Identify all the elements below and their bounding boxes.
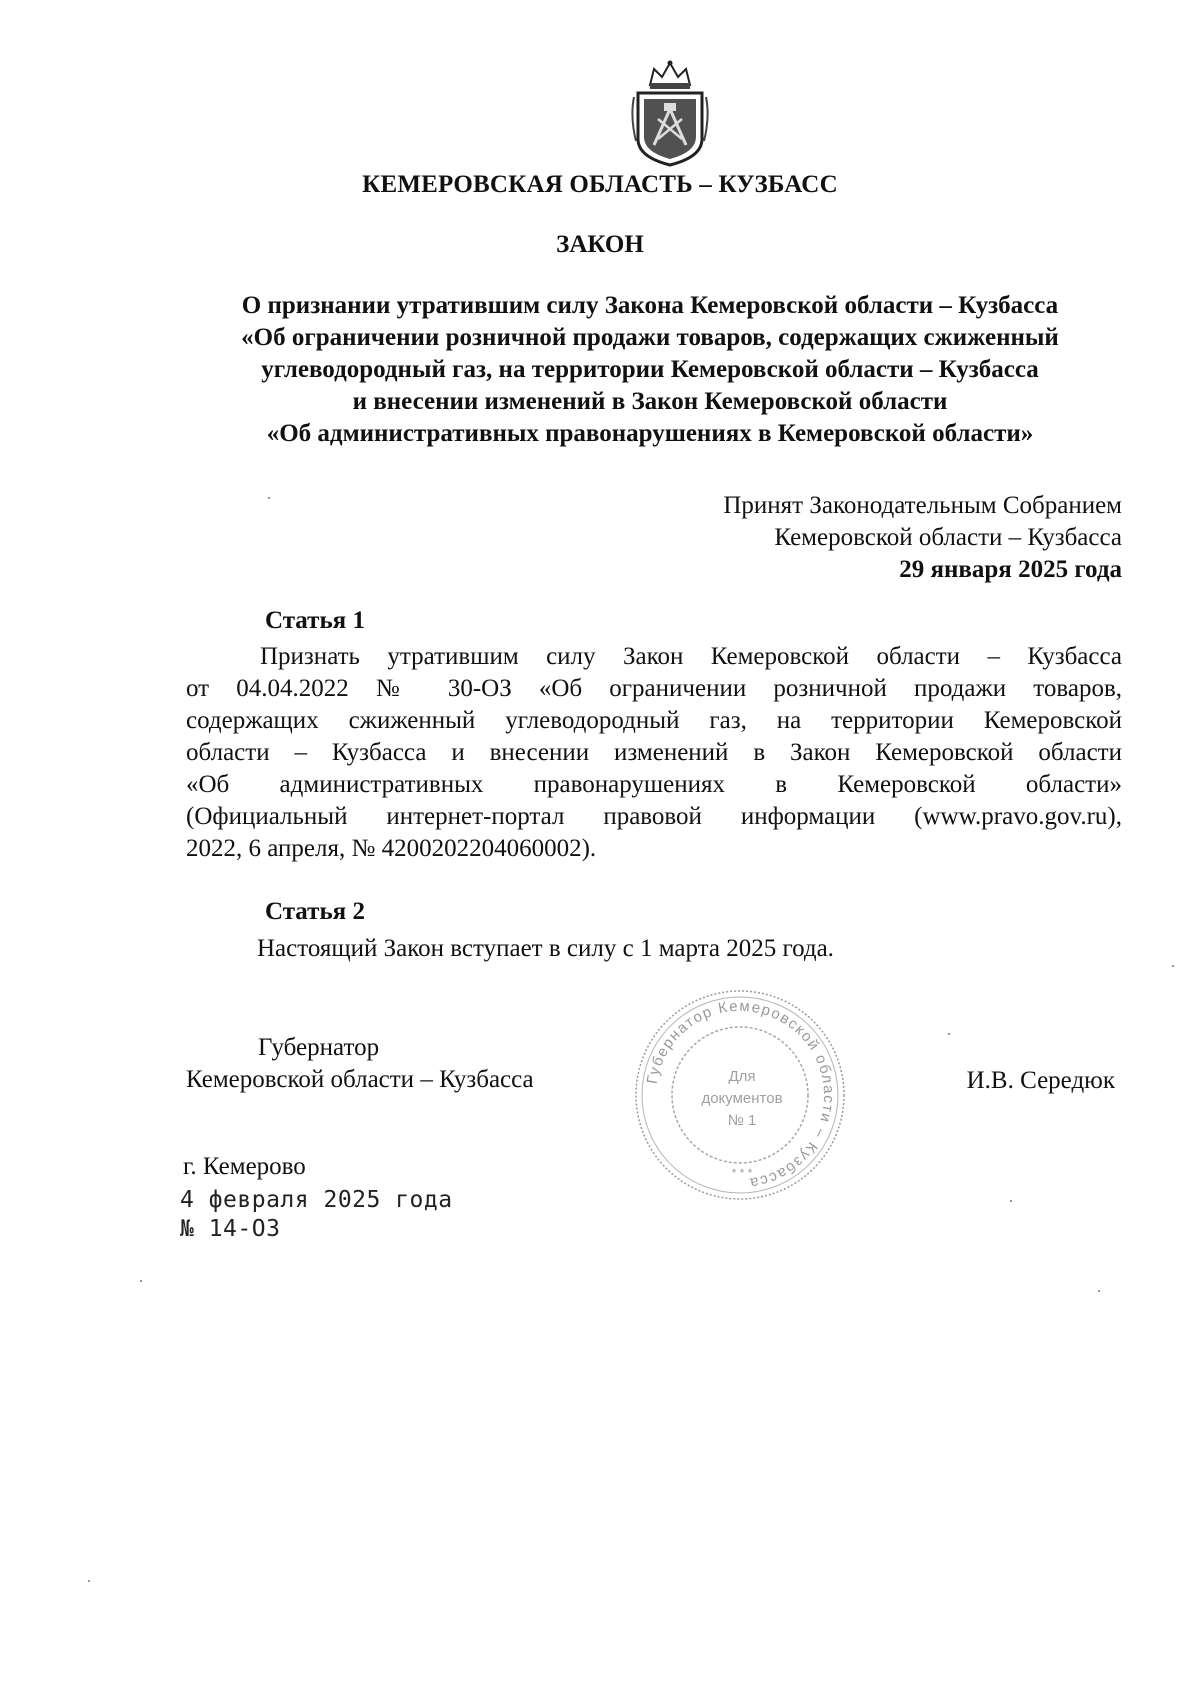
adoption-date: 29 января 2025 года [899, 556, 1122, 583]
article-2-body: Настоящий Закон вступает в силу с 1 марта 2025 года. [257, 935, 834, 962]
scan-speck [1172, 965, 1174, 967]
document-type: ЗАКОН [556, 231, 644, 258]
law-number: № 14-ОЗ [180, 1216, 281, 1242]
article-1-heading: Статья 1 [265, 607, 365, 634]
city: г. Кемерово [183, 1153, 306, 1180]
law-title-line: углеводородный газ, на территории Кемеровской области – Кузбасса [261, 356, 1039, 383]
article-1-line: от 04.04.2022 № 30-ОЗ «Об ограничении розничной продажи товаров, [186, 675, 1122, 702]
article-1-body [186, 641, 1122, 865]
article-1-line: «Об административных правонарушениях в Кемеровской области» [186, 771, 1122, 798]
stamp-ring-text: Губернатор Кемеровской области – Кузбасса [643, 997, 838, 1192]
article-1-line: (Официальный интернет-портал правовой информации (www.pravo.gov.ru), [186, 803, 1122, 830]
stamp-center-line: документов [701, 1090, 783, 1107]
law-title-line: «Об административных правонарушениях в Кемеровской области» [266, 420, 1034, 447]
scan-speck [948, 1033, 950, 1035]
article-2-heading: Статья 2 [265, 898, 365, 925]
article-1-line: области – Кузбасса и внесении изменений в Закон Кемеровской области [186, 739, 1122, 766]
stamp-center-line: Для [728, 1068, 756, 1085]
signatory-name: И.В. Середюк [966, 1067, 1115, 1094]
adoption-line: Кемеровской области – Кузбасса [774, 524, 1122, 551]
scan-speck [268, 497, 270, 499]
signatory-title [186, 1032, 534, 1096]
law-title-line: и внесении изменений в Закон Кемеровской области [352, 388, 948, 415]
article-1-line: 2022, 6 апреля, № 4200202204060002). [186, 835, 597, 862]
signing-date: 4 февраля 2025 года [180, 1187, 453, 1213]
stamp-center-line: № 1 [727, 1112, 757, 1129]
signatory-title-line: Губернатор [258, 1034, 380, 1061]
law-title-line: «Об ограничении розничной продажи товаров, содержащих сжиженный [241, 324, 1059, 351]
signatory-title-line: Кемеровской области – Кузбасса [186, 1066, 534, 1093]
scan-speck [140, 1280, 142, 1282]
scan-speck [1098, 1290, 1100, 1292]
stamp-stars: * * * [731, 1166, 753, 1180]
law-title-line: О признании утратившим силу Закона Кемеровской области – Кузбасса [241, 292, 1059, 319]
coat-of-arms-icon [628, 57, 712, 167]
official-stamp [630, 985, 850, 1205]
scan-speck [88, 1580, 90, 1582]
article-1-line: содержащих сжиженный углеводородный газ, на территории Кемеровской [186, 707, 1122, 734]
adoption-line: Принят Законодательным Собранием [723, 492, 1122, 519]
adoption-block [723, 490, 1122, 586]
scan-speck [1010, 1200, 1012, 1202]
article-1-line: Признать утратившим силу Закон Кемеровской области – Кузбасса [260, 643, 1122, 670]
law-title [150, 290, 1150, 450]
region-title: КЕМЕРОВСКАЯ ОБЛАСТЬ – КУЗБАСС [362, 171, 838, 198]
